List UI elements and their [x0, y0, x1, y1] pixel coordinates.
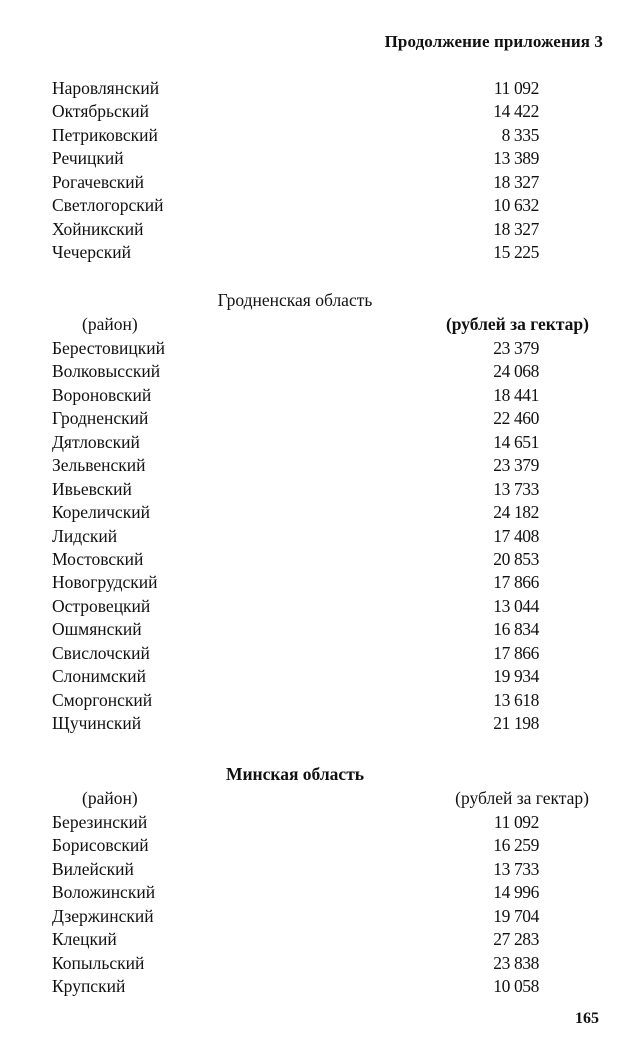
- price-value: 17 866: [493, 642, 539, 663]
- table-row: [52, 975, 542, 998]
- price-value: 27 283: [493, 929, 539, 950]
- minsk-col-price: (рублей за гектар): [455, 788, 589, 808]
- district-name: Вилейский: [52, 858, 134, 879]
- price-value: 17 866: [493, 572, 539, 593]
- table-row: [52, 858, 542, 881]
- table-row: [52, 431, 542, 454]
- district-name: Свислочский: [52, 642, 150, 663]
- price-value: 14 422: [493, 101, 539, 122]
- price-value: 16 259: [493, 835, 539, 856]
- grodno-table: [52, 337, 542, 735]
- price-value: 23 838: [493, 952, 539, 973]
- price-value: 11 092: [493, 812, 539, 832]
- table-row: [52, 171, 542, 194]
- district-name: Ивьевский: [52, 478, 132, 499]
- table-row: [52, 642, 542, 665]
- table-row: [52, 618, 542, 641]
- grodno-col-district: (район): [82, 314, 138, 334]
- table-row: [52, 952, 542, 975]
- table-row: [52, 77, 542, 100]
- district-name: Светлогорский: [52, 195, 164, 216]
- table-row: [52, 881, 542, 904]
- district-name: Берестовицкий: [52, 338, 165, 358]
- table-row: [52, 384, 542, 407]
- page-number: 165: [575, 1010, 599, 1027]
- page-header: Продолжение приложения 3: [384, 32, 603, 51]
- minsk-col-district: (район): [82, 788, 138, 808]
- price-value: 13 733: [493, 858, 539, 879]
- price-value: 14 996: [493, 882, 539, 903]
- district-name: Березинский: [52, 812, 148, 832]
- price-value: 23 379: [493, 338, 539, 358]
- district-name: Вороновский: [52, 384, 152, 405]
- price-value: 18 441: [493, 384, 539, 405]
- minsk-section-title: Минская область: [225, 764, 365, 784]
- price-value: 8 335: [501, 124, 539, 145]
- table-row: [52, 147, 542, 170]
- table-row: [52, 124, 542, 147]
- district-name: Борисовский: [52, 835, 149, 856]
- table-row: [52, 689, 542, 712]
- district-name: Дятловский: [52, 431, 140, 452]
- district-name: Петриковский: [52, 124, 158, 145]
- district-name: Волковысский: [52, 361, 161, 382]
- district-name: Копыльский: [52, 952, 145, 973]
- table-row: [52, 834, 542, 857]
- district-name: Гродненский: [52, 408, 149, 429]
- district-name: Островецкий: [52, 595, 151, 616]
- district-name: Зельвенский: [52, 455, 146, 476]
- table-row: [52, 194, 542, 217]
- table-row: [52, 218, 542, 241]
- district-name: Воложинский: [52, 882, 156, 903]
- price-value: 10 058: [493, 976, 539, 997]
- district-name: Дзержинский: [52, 905, 154, 926]
- district-name: Щучинский: [52, 713, 142, 733]
- price-value: 13 389: [493, 148, 539, 169]
- table-row: [52, 501, 542, 524]
- table-row: [52, 928, 542, 951]
- price-value: 21 198: [493, 713, 539, 733]
- price-value: 15 225: [493, 242, 539, 263]
- minsk-table: [52, 811, 542, 999]
- district-name: Слонимский: [52, 666, 146, 687]
- price-value: 13 618: [493, 689, 539, 710]
- table-row: [52, 665, 542, 688]
- district-name: Новогрудский: [52, 572, 158, 593]
- table-row: [52, 571, 542, 594]
- table-row: [52, 548, 542, 571]
- table-row: [52, 478, 542, 501]
- table-row: [52, 100, 542, 123]
- price-value: 23 379: [493, 455, 539, 476]
- table-row: [52, 712, 542, 735]
- district-name: Сморгонский: [52, 689, 153, 710]
- district-name: Рогачевский: [52, 171, 145, 192]
- grodno-section-title: Гродненская область: [217, 290, 373, 310]
- table-row: [52, 454, 542, 477]
- price-value: 19 934: [493, 666, 539, 687]
- district-name: Клецкий: [52, 929, 117, 950]
- table-row: [52, 811, 542, 834]
- grodno-col-price: (рублей за гектар): [445, 314, 589, 334]
- district-name: Кореличский: [52, 502, 150, 523]
- price-value: 14 651: [493, 431, 539, 452]
- district-name: Крупский: [52, 976, 126, 997]
- table-row: [52, 360, 542, 383]
- table-row: [52, 595, 542, 618]
- price-value: 24 068: [493, 361, 539, 382]
- district-name: Наровлянский: [52, 78, 160, 98]
- price-value: 11 092: [493, 78, 539, 98]
- price-value: 18 327: [493, 218, 539, 239]
- table-row: [52, 407, 542, 430]
- district-name: Речицкий: [52, 148, 124, 169]
- price-value: 16 834: [493, 619, 539, 640]
- price-value: 24 182: [493, 502, 539, 523]
- district-name: Ошмянский: [52, 619, 142, 640]
- price-value: 22 460: [493, 408, 539, 429]
- table-row: [52, 525, 542, 548]
- table-row: [52, 905, 542, 928]
- table-row: [52, 241, 542, 264]
- price-value: 13 733: [493, 478, 539, 499]
- price-value: 20 853: [493, 548, 539, 569]
- price-value: 17 408: [493, 525, 539, 546]
- price-value: 10 632: [493, 195, 539, 216]
- price-value: 18 327: [493, 171, 539, 192]
- table-row: [52, 337, 542, 360]
- gomel-continued-table: [52, 77, 542, 265]
- district-name: Лидский: [52, 525, 118, 546]
- price-value: 13 044: [493, 595, 539, 616]
- district-name: Мостовский: [52, 548, 144, 569]
- price-value: 19 704: [493, 905, 539, 926]
- district-name: Хойникский: [52, 218, 144, 239]
- district-name: Октябрьский: [52, 101, 150, 122]
- district-name: Чечерский: [52, 242, 132, 263]
